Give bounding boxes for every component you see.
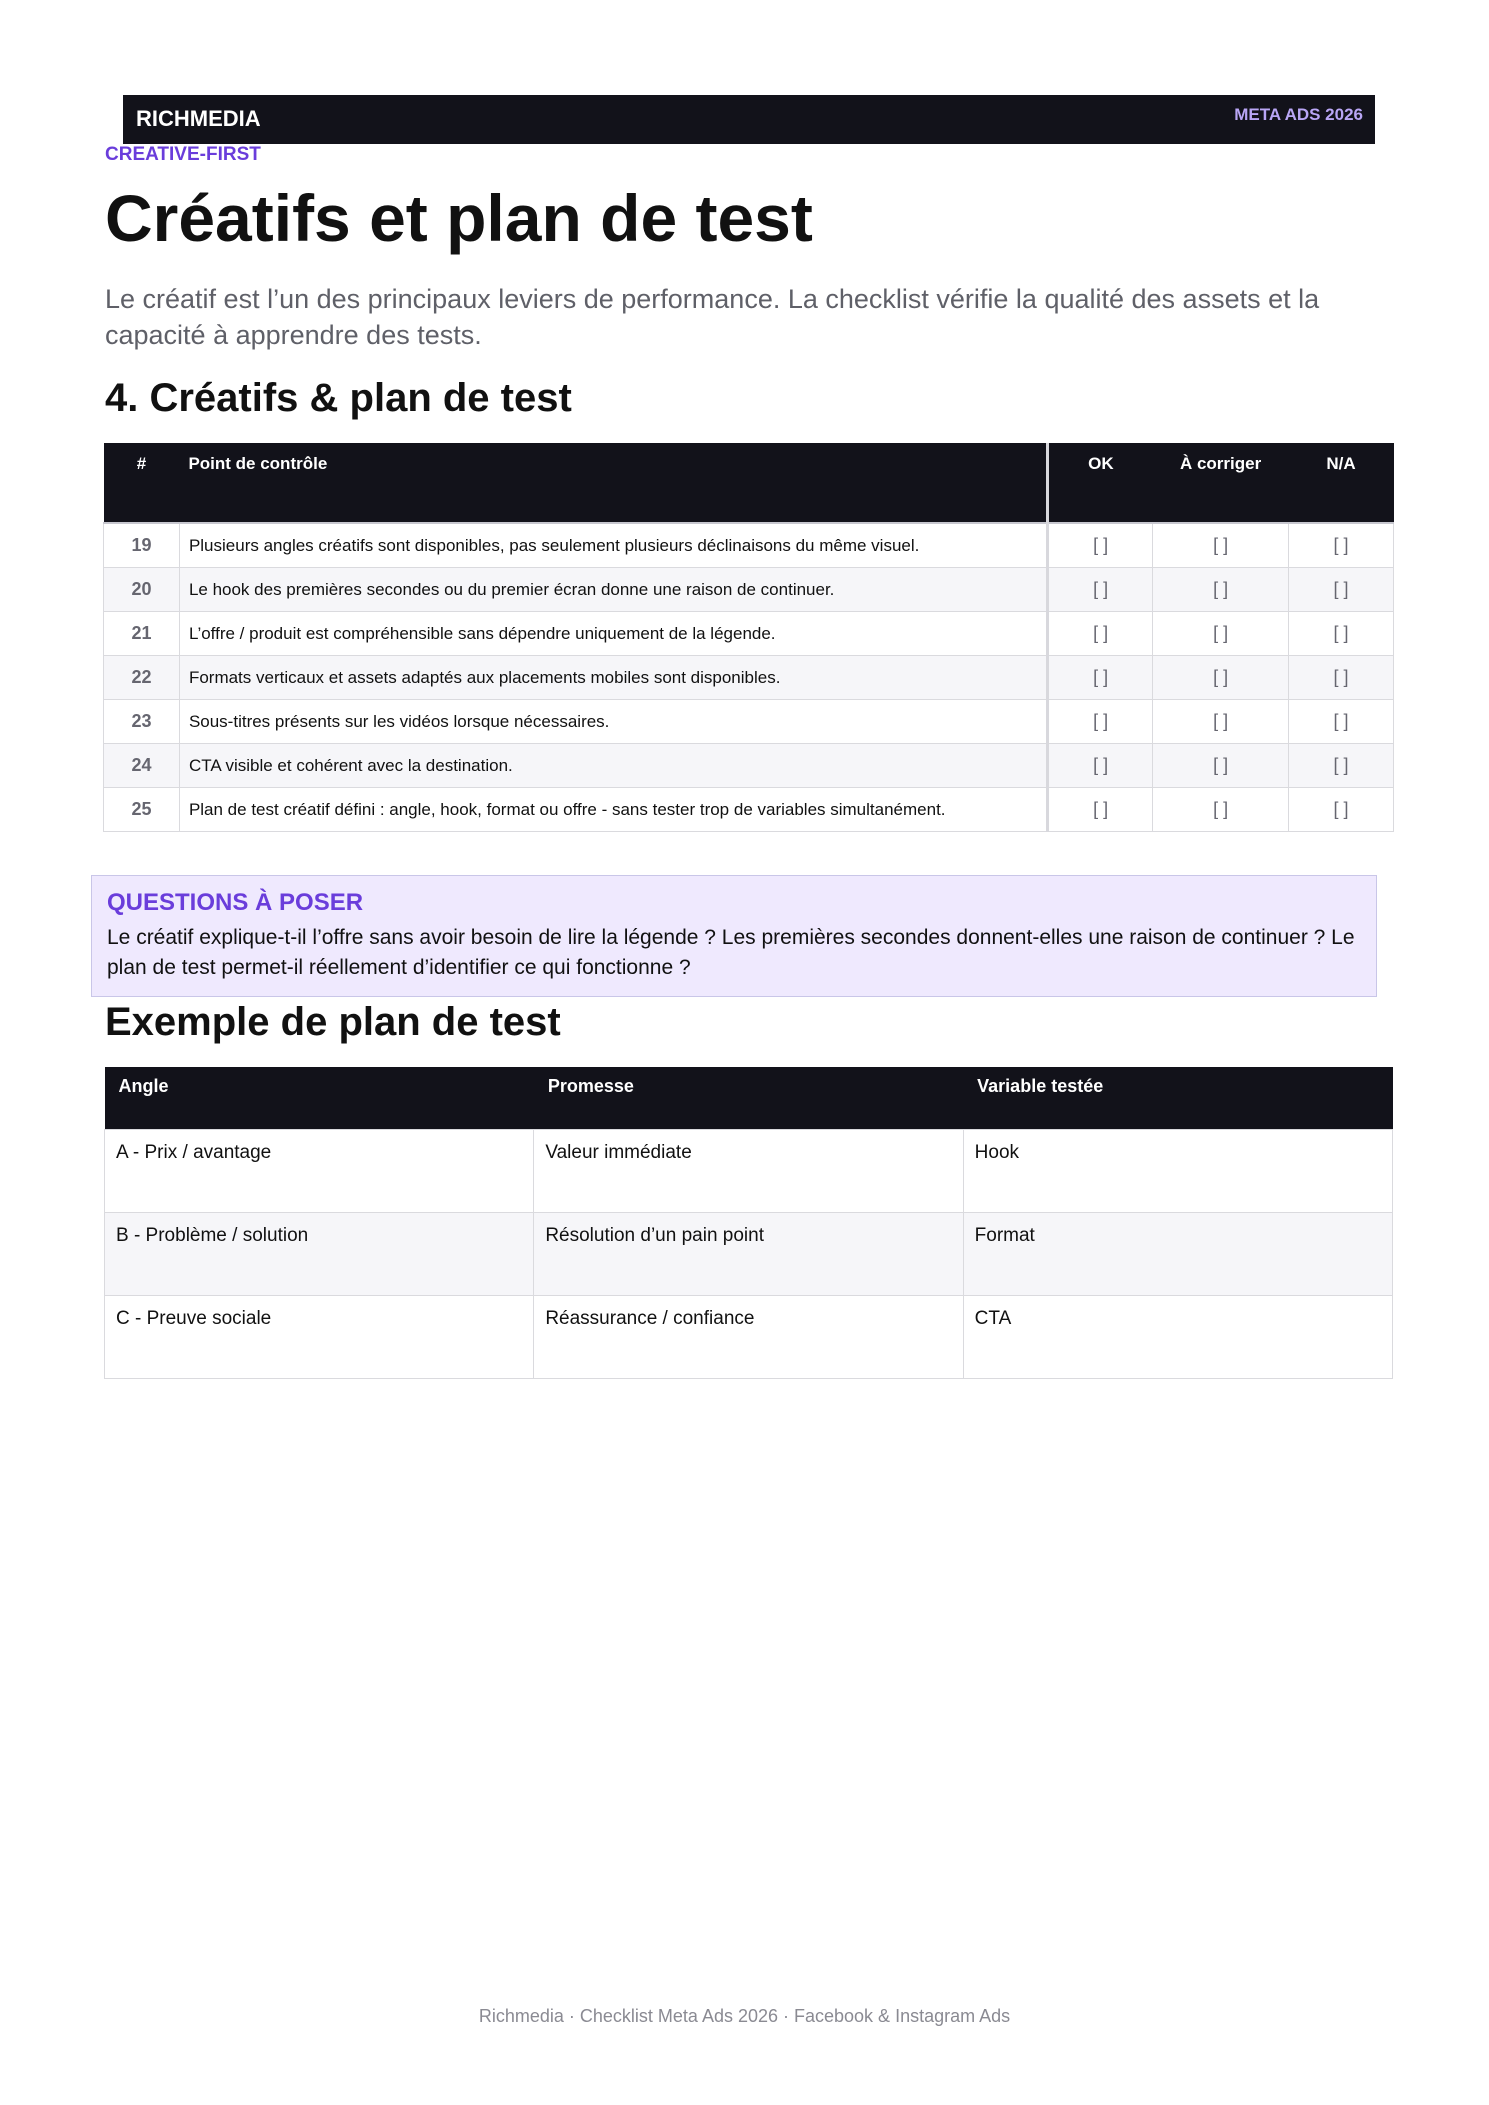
angle-cell: A - Prix / avantage (105, 1130, 534, 1213)
table-row (104, 612, 1394, 656)
table-row (104, 568, 1394, 612)
fix-checkbox[interactable]: [ ] (1153, 568, 1289, 612)
brand-logo-text: RICHMEDIA (136, 106, 261, 131)
table-row (104, 744, 1394, 788)
test-plan-table (104, 1067, 1393, 1379)
col-ok: OK (1048, 443, 1153, 523)
row-number: 21 (104, 612, 180, 656)
fix-checkbox[interactable]: [ ] (1153, 523, 1289, 568)
ok-checkbox[interactable]: [ ] (1048, 656, 1153, 700)
na-checkbox[interactable]: [ ] (1289, 523, 1394, 568)
col-to-fix: À corriger (1153, 443, 1289, 523)
header-bar (123, 95, 1375, 144)
table-row (104, 788, 1394, 832)
ok-checkbox[interactable]: [ ] (1048, 788, 1153, 832)
col-number: # (104, 443, 180, 523)
row-text: CTA visible et cohérent avec la destination. (179, 744, 1047, 788)
table-row (104, 656, 1394, 700)
header-tag: META ADS 2026 (1234, 105, 1363, 124)
table-row (104, 700, 1394, 744)
checklist-heading: 4. Créatifs & plan de test (105, 376, 572, 420)
col-variable: Variable testée (963, 1067, 1392, 1130)
fix-checkbox[interactable]: [ ] (1153, 656, 1289, 700)
na-checkbox[interactable]: [ ] (1289, 612, 1394, 656)
table-row (105, 1213, 1393, 1296)
col-promise: Promesse (534, 1067, 963, 1130)
promise-cell: Résolution d’un pain point (534, 1213, 963, 1296)
promise-cell: Réassurance / confiance (534, 1296, 963, 1379)
row-text: Sous-titres présents sur les vidéos lorsque nécessaires. (179, 700, 1047, 744)
row-number: 22 (104, 656, 180, 700)
ok-checkbox[interactable]: [ ] (1048, 523, 1153, 568)
variable-cell: Format (963, 1213, 1392, 1296)
col-angle: Angle (105, 1067, 534, 1130)
row-number: 20 (104, 568, 180, 612)
callout-body: Le créatif explique-t-il l’offre sans avoir besoin de lire la légende ? Les premières secondes donnent-elles une raison de continuer ? Le plan de test permet-il réellement d’identifier ce qui fonctionne ? (107, 926, 1355, 979)
table-row (104, 523, 1394, 568)
fix-checkbox[interactable]: [ ] (1153, 788, 1289, 832)
promise-cell: Valeur immédiate (534, 1130, 963, 1213)
ok-checkbox[interactable]: [ ] (1048, 700, 1153, 744)
na-checkbox[interactable]: [ ] (1289, 788, 1394, 832)
plan-header-row (105, 1067, 1393, 1130)
row-text: Plusieurs angles créatifs sont disponibles, pas seulement plusieurs déclinaisons du même visuel. (179, 523, 1047, 568)
na-checkbox[interactable]: [ ] (1289, 744, 1394, 788)
fix-checkbox[interactable]: [ ] (1153, 744, 1289, 788)
fix-checkbox[interactable]: [ ] (1153, 612, 1289, 656)
row-number: 24 (104, 744, 180, 788)
variable-cell: CTA (963, 1296, 1392, 1379)
na-checkbox[interactable]: [ ] (1289, 700, 1394, 744)
table-row (105, 1130, 1393, 1213)
test-plan-heading: Exemple de plan de test (105, 1000, 561, 1044)
row-number: 23 (104, 700, 180, 744)
row-text: Formats verticaux et assets adaptés aux placements mobiles sont disponibles. (179, 656, 1047, 700)
row-text: Plan de test créatif défini : angle, hook, format ou offre - sans tester trop de variables simultanément. (179, 788, 1047, 832)
row-number: 25 (104, 788, 180, 832)
kicker: CREATIVE-FIRST (105, 144, 261, 165)
page-footer: Richmedia · Checklist Meta Ads 2026 · Facebook & Instagram Ads (478, 2006, 1011, 2026)
na-checkbox[interactable]: [ ] (1289, 656, 1394, 700)
angle-cell: B - Problème / solution (105, 1213, 534, 1296)
na-checkbox[interactable]: [ ] (1289, 568, 1394, 612)
row-text: Le hook des premières secondes ou du premier écran donne une raison de continuer. (179, 568, 1047, 612)
fix-checkbox[interactable]: [ ] (1153, 700, 1289, 744)
checklist-header-row (104, 443, 1394, 523)
col-control-point: Point de contrôle (179, 443, 1047, 523)
table-row (105, 1296, 1393, 1379)
col-na: N/A (1289, 443, 1394, 523)
checklist-table (103, 443, 1394, 832)
ok-checkbox[interactable]: [ ] (1048, 612, 1153, 656)
angle-cell: C - Preuve sociale (105, 1296, 534, 1379)
ok-checkbox[interactable]: [ ] (1048, 744, 1153, 788)
lead-paragraph: Le créatif est l’un des principaux leviers de performance. La checklist vérifie la qualité des assets et la capacité à apprendre des tests. (105, 284, 1320, 350)
page-title: Créatifs et plan de test (105, 181, 813, 255)
ok-checkbox[interactable]: [ ] (1048, 568, 1153, 612)
row-text: L’offre / produit est compréhensible sans dépendre uniquement de la légende. (179, 612, 1047, 656)
variable-cell: Hook (963, 1130, 1392, 1213)
callout-title: QUESTIONS À POSER (107, 889, 364, 916)
questions-callout (91, 875, 1377, 997)
row-number: 19 (104, 523, 180, 568)
